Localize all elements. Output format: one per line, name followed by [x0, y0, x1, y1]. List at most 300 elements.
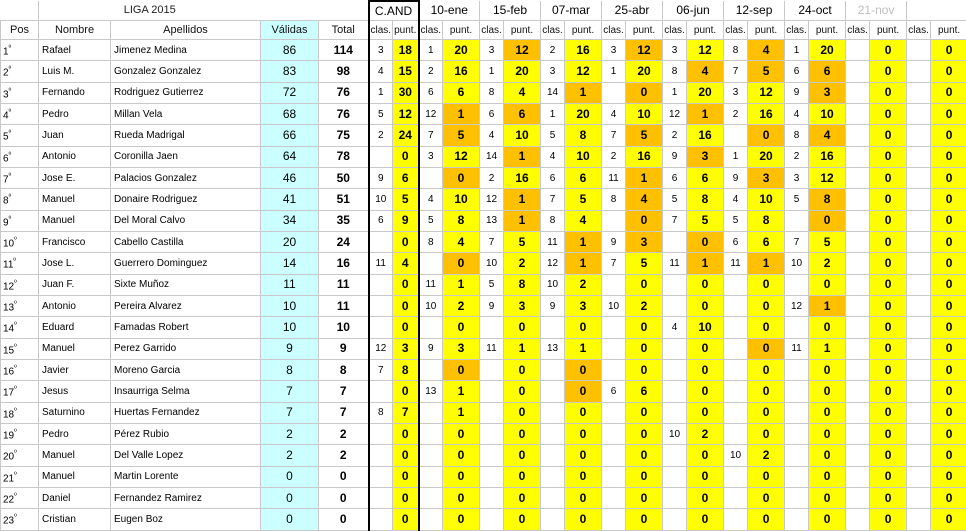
- punt-cell: 0: [393, 381, 419, 402]
- last-name-cell: Coronilla Jaen: [111, 146, 261, 167]
- punt-cell: 12: [809, 167, 846, 188]
- clas-cell: [846, 295, 870, 316]
- punt-cell: 0: [931, 61, 966, 82]
- clas-cell: 5: [369, 103, 393, 124]
- last-name-cell: Martin Lorente: [111, 466, 261, 487]
- table-row: [1, 423, 966, 444]
- validas-cell: 10: [261, 295, 319, 316]
- clas-cell: [480, 423, 504, 444]
- clas-cell: [907, 125, 931, 146]
- event-header: 10-ene: [419, 1, 480, 21]
- validas-cell: 46: [261, 167, 319, 188]
- punt-cell: 0: [748, 295, 785, 316]
- clas-cell: 12: [369, 338, 393, 359]
- clas-cell: 8: [602, 189, 626, 210]
- clas-cell: 3: [724, 82, 748, 103]
- clas-cell: [907, 103, 931, 124]
- clas-cell: [602, 509, 626, 530]
- clas-cell: [846, 359, 870, 380]
- clas-cell: 12: [541, 253, 565, 274]
- clas-cell: 7: [724, 61, 748, 82]
- punt-cell: 2: [504, 253, 541, 274]
- clas-cell: 6: [541, 167, 565, 188]
- punt-cell: 0: [870, 231, 907, 252]
- clas-cell: [724, 509, 748, 530]
- clas-cell: 6: [419, 82, 443, 103]
- table-row: [1, 125, 966, 146]
- first-name-cell: Manuel: [39, 189, 111, 210]
- clas-cell: 11: [724, 253, 748, 274]
- punt-cell: 0: [687, 274, 724, 295]
- validas-cell: 9: [261, 338, 319, 359]
- clas-cell: [785, 381, 809, 402]
- table-row: [1, 189, 966, 210]
- clas-cell: 12: [663, 103, 687, 124]
- clas-cell: [419, 253, 443, 274]
- punt-cell: 12: [504, 40, 541, 61]
- clas-cell: [602, 487, 626, 508]
- last-name-cell: Perez Garrido: [111, 338, 261, 359]
- table-row: [1, 210, 966, 231]
- clas-cell: [785, 445, 809, 466]
- clas-cell: 12: [785, 295, 809, 316]
- clas-cell: 3: [663, 40, 687, 61]
- punt-cell: 0: [931, 82, 966, 103]
- clas-cell: 7: [602, 125, 626, 146]
- clas-cell: 3: [369, 40, 393, 61]
- clas-cell: 6: [369, 210, 393, 231]
- clas-cell: [846, 445, 870, 466]
- clas-cell: [480, 466, 504, 487]
- last-name-cell: Donaire Rodriguez: [111, 189, 261, 210]
- clas-cell: 1: [369, 82, 393, 103]
- last-name-cell: Huertas Fernandez: [111, 402, 261, 423]
- clas-cell: [907, 338, 931, 359]
- punt-cell: 0: [687, 338, 724, 359]
- total-cell: 98: [319, 61, 369, 82]
- punt-cell: 5: [748, 61, 785, 82]
- table-row: [1, 253, 966, 274]
- position-number: 10: [3, 238, 14, 249]
- table-row: [1, 61, 966, 82]
- punt-cell: 0: [565, 423, 602, 444]
- last-name-cell: Guerrero Dominguez: [111, 253, 261, 274]
- punt-cell: 1: [504, 338, 541, 359]
- clas-cell: 6: [602, 381, 626, 402]
- clas-cell: 5: [480, 274, 504, 295]
- punt-cell: 0: [626, 423, 663, 444]
- clas-cell: [907, 445, 931, 466]
- total-cell: 50: [319, 167, 369, 188]
- validas-cell: 2: [261, 445, 319, 466]
- clas-cell: [846, 381, 870, 402]
- punt-cell: 0: [931, 125, 966, 146]
- punt-cell: 0: [931, 466, 966, 487]
- punt-cell: 8: [809, 189, 846, 210]
- total-cell: 114: [319, 40, 369, 61]
- clas-cell: [785, 466, 809, 487]
- punt-cell: 1: [504, 210, 541, 231]
- punt-cell: 0: [565, 381, 602, 402]
- first-name-cell: Eduard: [39, 317, 111, 338]
- clas-cell: [846, 167, 870, 188]
- punt-cell: 1: [443, 274, 480, 295]
- punt-cell: 10: [504, 125, 541, 146]
- total-cell: 24: [319, 231, 369, 252]
- punt-cell: 0: [809, 402, 846, 423]
- clas-cell: [724, 466, 748, 487]
- last-name-cell: Pereira Alvarez: [111, 295, 261, 316]
- clas-cell: 7: [419, 125, 443, 146]
- first-name-cell: Manuel: [39, 466, 111, 487]
- clas-cell: 2: [602, 146, 626, 167]
- clas-cell: [907, 61, 931, 82]
- clas-cell: [602, 274, 626, 295]
- punt-cell: 6: [443, 82, 480, 103]
- total-cell: 11: [319, 274, 369, 295]
- clas-cell: 7: [480, 231, 504, 252]
- clas-cell: 10: [369, 189, 393, 210]
- clas-cell: [846, 40, 870, 61]
- clas-cell: 13: [419, 381, 443, 402]
- header-clas: clas.: [480, 21, 504, 40]
- position-cell: $23^º$: [1, 509, 39, 530]
- punt-cell: 0: [809, 445, 846, 466]
- table-row: [1, 146, 966, 167]
- clas-cell: [846, 317, 870, 338]
- last-name-cell: Eugen Boz: [111, 509, 261, 530]
- punt-cell: 12: [565, 61, 602, 82]
- punt-cell: 0: [393, 466, 419, 487]
- punt-cell: 0: [393, 487, 419, 508]
- punt-cell: 20: [626, 61, 663, 82]
- punt-cell: 0: [870, 40, 907, 61]
- first-name-cell: Pedro: [39, 103, 111, 124]
- clas-cell: 13: [541, 338, 565, 359]
- punt-cell: 0: [443, 423, 480, 444]
- punt-cell: 3: [687, 146, 724, 167]
- punt-cell: 1: [687, 253, 724, 274]
- clas-cell: [907, 381, 931, 402]
- clas-cell: [419, 466, 443, 487]
- last-name-cell: Famadas Robert: [111, 317, 261, 338]
- punt-cell: 0: [931, 317, 966, 338]
- punt-cell: 0: [626, 359, 663, 380]
- total-cell: 76: [319, 82, 369, 103]
- first-name-cell: Manuel: [39, 338, 111, 359]
- punt-cell: 0: [687, 231, 724, 252]
- punt-cell: 5: [687, 210, 724, 231]
- validas-cell: 83: [261, 61, 319, 82]
- clas-cell: [369, 381, 393, 402]
- punt-cell: 0: [809, 317, 846, 338]
- clas-cell: 7: [602, 253, 626, 274]
- last-name-cell: Cabello Castilla: [111, 231, 261, 252]
- header-punt: punt.: [626, 21, 663, 40]
- punt-cell: 6: [393, 167, 419, 188]
- header-clas: clas.: [846, 21, 870, 40]
- clas-cell: 10: [541, 274, 565, 295]
- punt-cell: 0: [931, 402, 966, 423]
- punt-cell: 0: [565, 359, 602, 380]
- position-cell: $15^º$: [1, 338, 39, 359]
- position-cell: $13^º$: [1, 295, 39, 316]
- table-row: [1, 274, 966, 295]
- clas-cell: 14: [541, 82, 565, 103]
- punt-cell: 4: [748, 40, 785, 61]
- header-punt: punt.: [393, 21, 419, 40]
- last-name-cell: Palacios Gonzalez: [111, 167, 261, 188]
- clas-cell: 10: [480, 253, 504, 274]
- punt-cell: 8: [504, 274, 541, 295]
- validas-cell: 66: [261, 125, 319, 146]
- punt-cell: 0: [393, 231, 419, 252]
- punt-cell: 0: [687, 295, 724, 316]
- clas-cell: [541, 509, 565, 530]
- position-number: 14: [3, 324, 14, 335]
- position-cell: $8^º$: [1, 189, 39, 210]
- punt-cell: 1: [565, 231, 602, 252]
- clas-cell: 9: [369, 167, 393, 188]
- punt-cell: 0: [504, 423, 541, 444]
- clas-cell: 2: [369, 125, 393, 146]
- header-clas: clas.: [602, 21, 626, 40]
- punt-cell: 0: [931, 189, 966, 210]
- position-cell: $9^º$: [1, 210, 39, 231]
- punt-cell: 0: [748, 509, 785, 530]
- position-cell: $6^º$: [1, 146, 39, 167]
- punt-cell: 0: [809, 210, 846, 231]
- position-number: 4: [3, 110, 9, 121]
- table-row: [1, 381, 966, 402]
- total-cell: 7: [319, 381, 369, 402]
- punt-cell: 3: [565, 295, 602, 316]
- clas-cell: 7: [663, 210, 687, 231]
- clas-cell: [541, 359, 565, 380]
- clas-cell: 3: [419, 146, 443, 167]
- header-clas: clas.: [541, 21, 565, 40]
- punt-cell: 3: [393, 338, 419, 359]
- clas-cell: [369, 487, 393, 508]
- punt-cell: 0: [870, 125, 907, 146]
- clas-cell: [663, 445, 687, 466]
- punt-cell: 1: [809, 338, 846, 359]
- punt-cell: 16: [443, 61, 480, 82]
- punt-cell: 6: [687, 167, 724, 188]
- total-cell: 75: [319, 125, 369, 146]
- clas-cell: [846, 125, 870, 146]
- position-number: 18: [3, 409, 14, 420]
- event-header: 15-feb: [480, 1, 541, 21]
- clas-cell: [785, 359, 809, 380]
- punt-cell: 8: [443, 210, 480, 231]
- punt-cell: 0: [626, 317, 663, 338]
- punt-cell: 0: [687, 359, 724, 380]
- total-cell: 35: [319, 210, 369, 231]
- header-nombre: Nombre: [39, 21, 111, 40]
- first-name-cell: Pedro: [39, 423, 111, 444]
- clas-cell: 1: [724, 146, 748, 167]
- punt-cell: 0: [870, 61, 907, 82]
- header-punt: punt.: [504, 21, 541, 40]
- clas-cell: [724, 274, 748, 295]
- clas-cell: [480, 359, 504, 380]
- clas-cell: [369, 466, 393, 487]
- position-cell: $12^º$: [1, 274, 39, 295]
- validas-cell: 64: [261, 146, 319, 167]
- clas-cell: 5: [785, 189, 809, 210]
- clas-cell: 9: [419, 338, 443, 359]
- event-header: 12-sep: [724, 1, 785, 21]
- clas-cell: [907, 253, 931, 274]
- clas-cell: [663, 295, 687, 316]
- clas-cell: 11: [602, 167, 626, 188]
- total-cell: 11: [319, 295, 369, 316]
- clas-cell: 9: [602, 231, 626, 252]
- punt-cell: 0: [687, 402, 724, 423]
- punt-cell: 1: [565, 253, 602, 274]
- clas-cell: [602, 445, 626, 466]
- first-name-cell: Antonio: [39, 146, 111, 167]
- total-cell: 9: [319, 338, 369, 359]
- clas-cell: 6: [663, 167, 687, 188]
- punt-cell: 0: [504, 402, 541, 423]
- punt-cell: 10: [687, 317, 724, 338]
- punt-cell: 0: [565, 509, 602, 530]
- clas-cell: [419, 487, 443, 508]
- punt-cell: 0: [565, 445, 602, 466]
- punt-cell: 30: [393, 82, 419, 103]
- total-cell: 10: [319, 317, 369, 338]
- clas-cell: [907, 167, 931, 188]
- punt-cell: 0: [870, 189, 907, 210]
- position-cell: $21^º$: [1, 466, 39, 487]
- punt-cell: 0: [626, 338, 663, 359]
- position-number: 15: [3, 345, 14, 356]
- header-punt: punt.: [687, 21, 724, 40]
- punt-cell: 0: [931, 167, 966, 188]
- clas-cell: 2: [785, 146, 809, 167]
- clas-cell: 2: [419, 61, 443, 82]
- clas-cell: 1: [602, 61, 626, 82]
- first-name-cell: Jesus: [39, 381, 111, 402]
- position-cell: $5^º$: [1, 125, 39, 146]
- clas-cell: [663, 274, 687, 295]
- table-row: [1, 167, 966, 188]
- table-row: [1, 487, 966, 508]
- first-name-cell: Manuel: [39, 445, 111, 466]
- position-number: 8: [3, 196, 9, 207]
- event-header: [907, 1, 966, 21]
- total-cell: 16: [319, 253, 369, 274]
- clas-cell: 4: [419, 189, 443, 210]
- position-number: 13: [3, 302, 14, 313]
- clas-cell: [663, 509, 687, 530]
- punt-cell: 2: [443, 295, 480, 316]
- clas-cell: [846, 402, 870, 423]
- punt-cell: 0: [393, 445, 419, 466]
- punt-cell: 0: [809, 381, 846, 402]
- clas-cell: [846, 274, 870, 295]
- clas-cell: [907, 210, 931, 231]
- punt-cell: 4: [393, 253, 419, 274]
- punt-cell: 0: [931, 210, 966, 231]
- punt-cell: 10: [809, 103, 846, 124]
- clas-cell: [907, 317, 931, 338]
- position-cell: $2^º$: [1, 61, 39, 82]
- punt-cell: 0: [626, 445, 663, 466]
- validas-cell: 8: [261, 359, 319, 380]
- clas-cell: [663, 359, 687, 380]
- punt-cell: 0: [687, 445, 724, 466]
- clas-cell: [419, 423, 443, 444]
- standings-body: [1, 40, 966, 531]
- punt-cell: 2: [748, 445, 785, 466]
- punt-cell: 0: [870, 338, 907, 359]
- punt-cell: 1: [443, 103, 480, 124]
- validas-cell: 11: [261, 274, 319, 295]
- punt-cell: 0: [931, 487, 966, 508]
- punt-cell: 0: [565, 402, 602, 423]
- clas-cell: [663, 381, 687, 402]
- punt-cell: 1: [443, 402, 480, 423]
- total-cell: 2: [319, 445, 369, 466]
- clas-cell: [541, 487, 565, 508]
- clas-cell: 9: [541, 295, 565, 316]
- punt-cell: 2: [565, 274, 602, 295]
- clas-cell: 11: [663, 253, 687, 274]
- clas-cell: [480, 402, 504, 423]
- position-cell: $4^º$: [1, 103, 39, 124]
- clas-cell: 7: [369, 359, 393, 380]
- table-row: [1, 466, 966, 487]
- validas-cell: 86: [261, 40, 319, 61]
- clas-cell: [663, 466, 687, 487]
- clas-cell: [602, 210, 626, 231]
- punt-cell: 0: [870, 402, 907, 423]
- punt-cell: 0: [931, 253, 966, 274]
- punt-cell: 0: [809, 509, 846, 530]
- table-row: [1, 231, 966, 252]
- clas-cell: 7: [541, 189, 565, 210]
- punt-cell: 3: [443, 338, 480, 359]
- clas-cell: [602, 338, 626, 359]
- header-punt: punt.: [748, 21, 785, 40]
- punt-cell: 2: [687, 423, 724, 444]
- clas-cell: 3: [541, 61, 565, 82]
- position-number: 23: [3, 516, 14, 527]
- clas-cell: [907, 295, 931, 316]
- clas-cell: [724, 317, 748, 338]
- validas-cell: 14: [261, 253, 319, 274]
- punt-cell: 0: [565, 466, 602, 487]
- punt-cell: 0: [870, 445, 907, 466]
- position-cell: $11^º$: [1, 253, 39, 274]
- position-cell: $22^º$: [1, 487, 39, 508]
- punt-cell: 0: [931, 231, 966, 252]
- position-number: 19: [3, 430, 14, 441]
- validas-cell: 0: [261, 487, 319, 508]
- clas-cell: [846, 189, 870, 210]
- punt-cell: 8: [687, 189, 724, 210]
- clas-cell: 1: [419, 40, 443, 61]
- clas-cell: [419, 445, 443, 466]
- first-name-cell: Jose L.: [39, 253, 111, 274]
- clas-cell: [785, 317, 809, 338]
- clas-cell: [785, 509, 809, 530]
- punt-cell: 3: [809, 82, 846, 103]
- punt-cell: 0: [931, 338, 966, 359]
